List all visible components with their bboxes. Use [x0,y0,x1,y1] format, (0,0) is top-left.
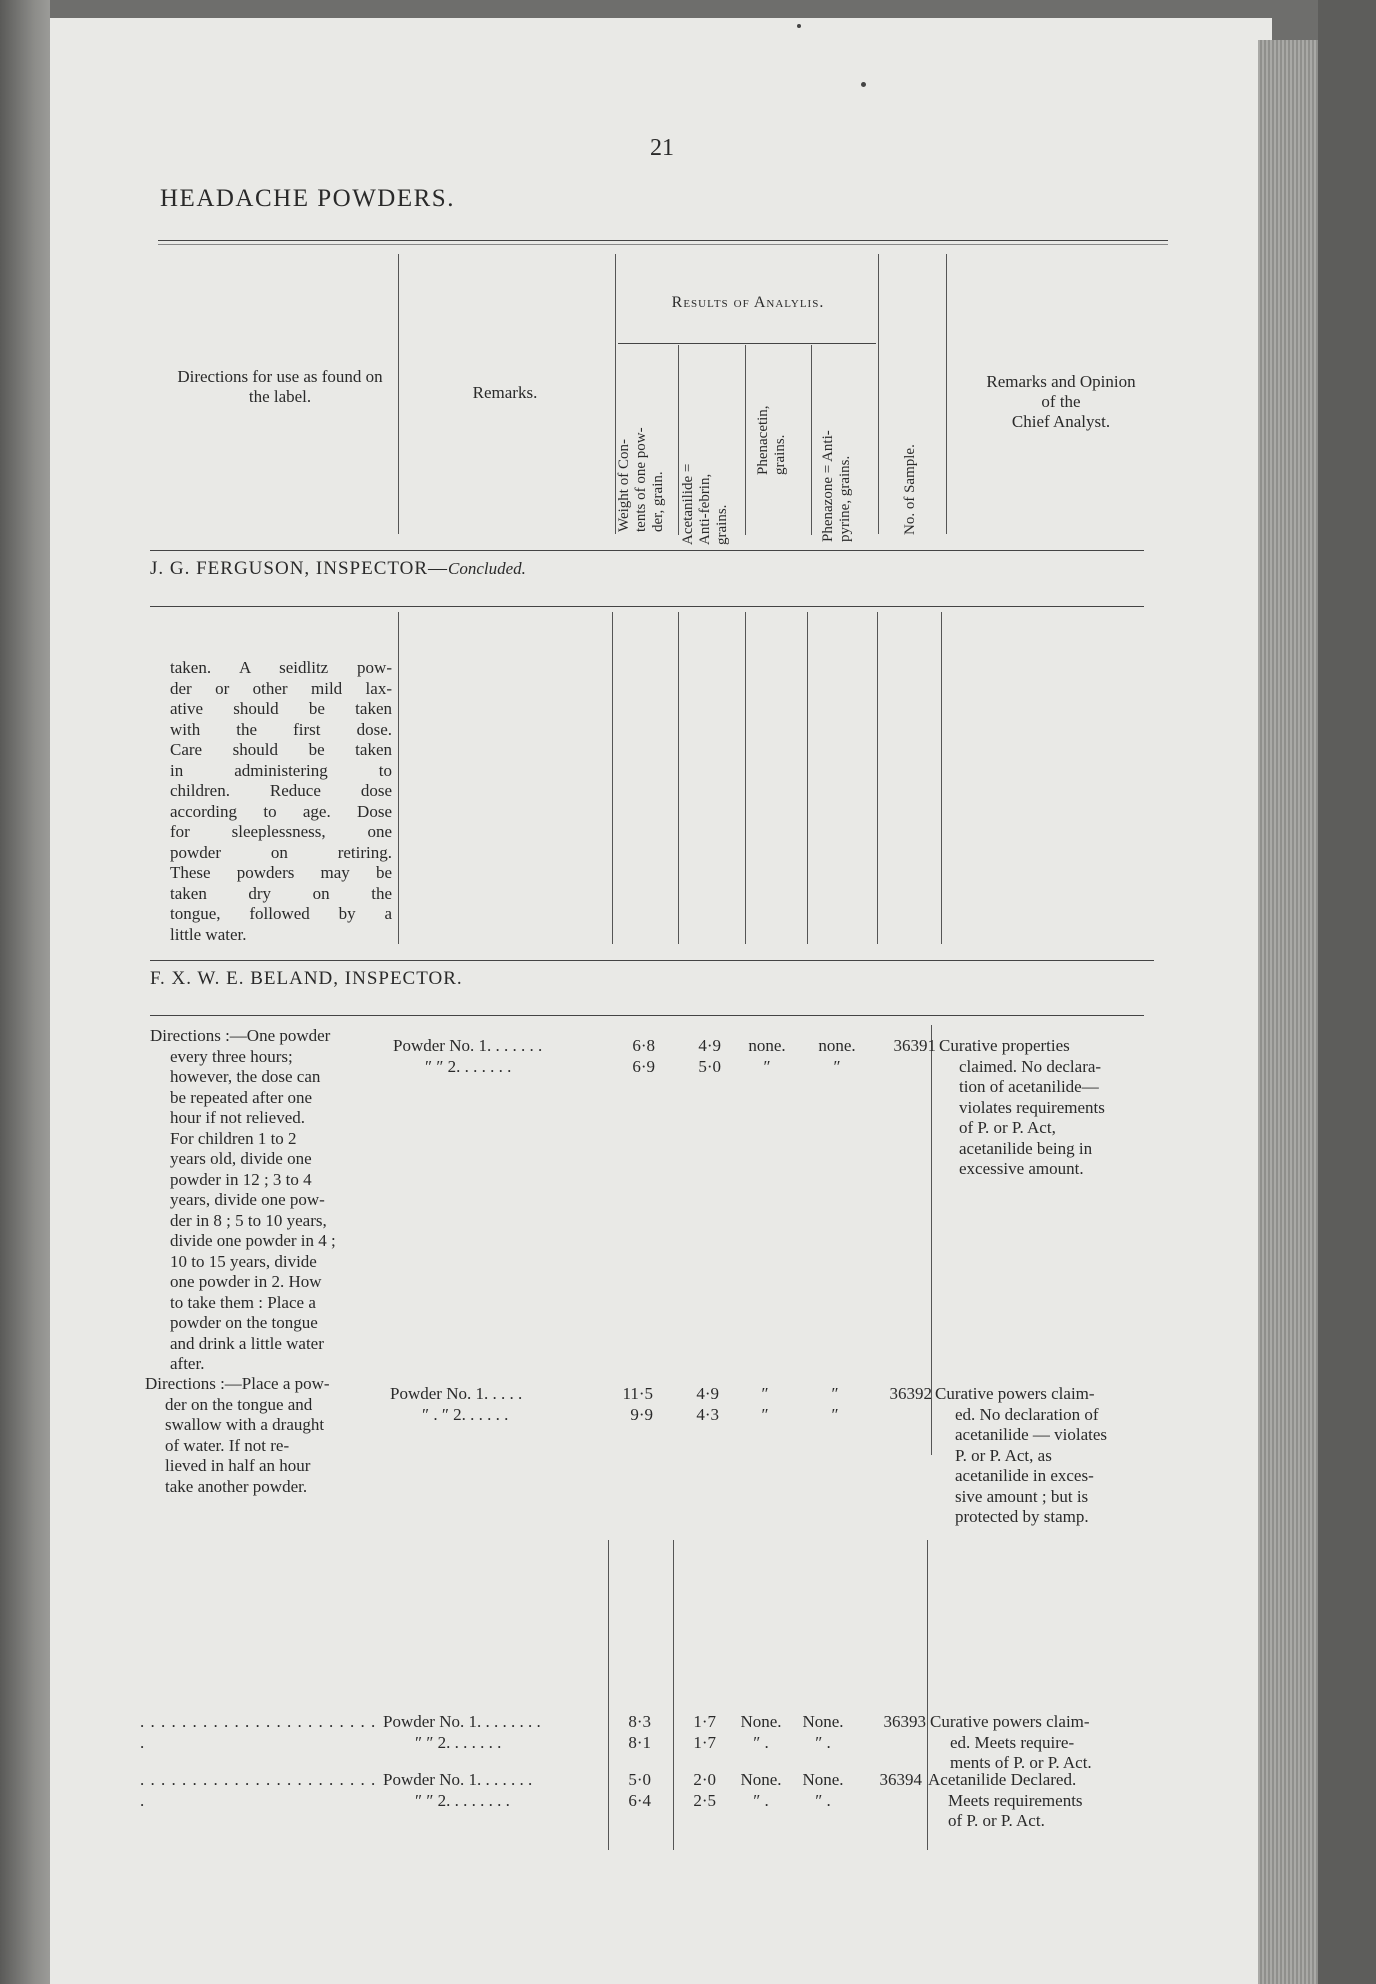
text-line: children. Reduce dose [170,781,392,800]
header-phenazone-line: Phenazone = Anti- [820,430,836,542]
text-line: taken dry on the [170,883,392,903]
value: 4·9 [696,1384,719,1403]
section-rule [150,1015,1144,1016]
header-remarks: Remarks. [472,383,538,402]
row-36393-remarks [383,1712,598,1753]
text-line: be repeated after one [170,1087,313,1107]
header-opinion-line: Remarks and Opinion [986,372,1136,391]
section-rule [150,606,1144,607]
section-ferguson-suffix: Concluded. [448,559,526,578]
text-line: acetanilide being in [959,1138,1093,1158]
row-36391-remarks [393,1036,603,1077]
text-line: for sleeplessness, one [170,822,392,841]
row-36392-weight [598,1384,653,1425]
header-weight-line: tents of one pow- [633,427,649,532]
row-36391-sample-no: 36391 [893,1036,936,1055]
text-line: der or other mild lax- [170,678,392,698]
value: 2·0 [693,1770,716,1789]
section-beland-name: F. X. W. E. BELAND, INSPECTOR. [150,968,463,989]
text-line: acetanilide — violates [955,1425,1107,1444]
value: 4·3 [696,1404,719,1424]
section-beland-heading [150,968,463,990]
text-line: claimed. No declara- [959,1056,1102,1076]
text-line: Care should be taken [170,740,392,759]
text-line: sive amount ; but is [955,1486,1089,1506]
value: 11·5 [622,1384,653,1403]
text-line: protected by stamp. [955,1507,1089,1526]
text-line: Curative powers claim- [935,1384,1095,1403]
text-line: every three hours; [170,1046,293,1066]
header-phenacetin-line: grains. [772,434,788,475]
text-line: swallow with a draught [165,1415,325,1434]
results-underline [618,343,876,344]
header-phenazone-line: pyrine, grains. [837,455,853,542]
col-divider [745,612,746,944]
text-line: ″ ″ 2. . . . . . . . [415,1790,510,1810]
value: 6·8 [632,1036,655,1055]
header-directions: Directions for use as found on the label. [177,367,383,406]
row-36391-directions [150,1026,386,1375]
table-top-rule-double [158,244,1168,245]
value: None. [802,1712,844,1731]
value: ″ [831,1384,839,1403]
ink-speck [861,82,866,87]
header-opinion [946,372,1176,432]
value: ″ [833,1056,841,1076]
value: 4·9 [698,1036,721,1055]
row-36392-phenacetin [730,1384,800,1425]
col-divider [807,612,808,944]
text-line: little water. [170,924,247,944]
row-36394-remarks [383,1770,598,1811]
text-line: Directions :—Place a pow- [145,1374,330,1393]
text-line: and drink a little water [170,1333,324,1353]
row-36393-opinion [930,1712,1152,1774]
text-line: tion of acetanilide— [959,1077,1099,1096]
value: ″ [763,1056,771,1076]
value: 9·9 [630,1404,653,1424]
text-line: however, the dose can [170,1067,321,1086]
value: ″ . [753,1732,769,1752]
col-divider [877,612,878,944]
header-phenacetin [755,405,789,475]
text-line: years, divide one pow- [170,1190,325,1209]
text-line: Directions :—One powder [150,1026,331,1045]
ink-speck [797,24,801,28]
text-line: ″ . ″ 2. . . . . . [422,1404,509,1424]
section-ferguson-heading [150,558,526,580]
text-line: one powder in 2. How [170,1272,322,1291]
text-line: Powder No. 1. . . . . . . [383,1770,533,1789]
text-line: powder on the tongue [170,1313,318,1332]
value: ″ [761,1404,769,1424]
book-binding-left [0,0,50,1984]
text-line: of water. If not re- [165,1435,290,1455]
row-36394-weight [596,1770,651,1811]
text-line: excessive amount. [959,1159,1084,1178]
row-36392-phenazone [800,1384,870,1425]
table-top-rule [158,240,1168,241]
header-weight [616,427,667,532]
text-line: take another powder. [165,1476,308,1496]
page-title: HEADACHE POWDERS. [160,185,455,212]
header-divider [745,345,746,535]
text-line: in administering to [170,760,392,780]
value: 8·1 [628,1732,651,1752]
row-36392-directions [145,1374,385,1497]
value: ″ [761,1384,769,1403]
row-36392-sample-no: 36392 [889,1384,932,1403]
col-divider [398,612,399,944]
value: 2·5 [693,1790,716,1810]
header-divider [811,345,812,535]
value: ″ . [815,1732,831,1752]
header-divider [678,345,679,535]
text-line: powder in 12 ; 3 to 4 [170,1169,312,1189]
text-line: powder on retiring. [170,842,392,862]
value: None. [740,1712,782,1731]
text-line: with the first dose. [170,719,392,739]
text-line: der on the tongue and [165,1394,313,1414]
text-line: Acetanilide Declared. [928,1770,1077,1789]
text-line: taken. A seidlitz pow- [170,658,392,677]
value: None. [802,1770,844,1789]
row-36392-opinion [935,1384,1157,1528]
text-line: Meets requirements [948,1790,1083,1810]
row-36391-weight [600,1036,655,1077]
text-line: to take them : Place a [170,1292,316,1312]
text-line: divide one powder in 4 ; [170,1231,336,1250]
row-36393-phenazone [790,1712,856,1753]
text-line: der in 8 ; 5 to 10 years, [170,1210,327,1230]
header-sample-no [902,444,919,535]
header-phenazone [820,430,854,542]
text-line: P. or P. Act, as [955,1445,1052,1465]
text-line: Powder No. 1. . . . . [390,1384,523,1403]
text-line: Curative powers claim- [930,1712,1090,1731]
value: ″ [831,1404,839,1424]
row-36394-phenazone [790,1770,856,1811]
header-acetanilide-line: Acetanilide = [680,463,696,545]
row-36393-directions-leader: . . . . . . . . . . . . . . . . . . . . . . . . [140,1712,377,1752]
row-36392-acetanilide [663,1384,719,1425]
value: 1·7 [693,1732,716,1752]
text-line: Powder No. 1. . . . . . . . [383,1712,541,1731]
header-results-of-analysis: Results of Analylis. [671,294,825,311]
header-bottom-rule [150,550,1144,551]
header-acetanilide [680,464,731,545]
header-acetanilide-line: Anti-febrin, [697,473,713,545]
value: 6·9 [632,1056,655,1076]
text-line: after. [170,1354,205,1373]
text-line: Curative properties [939,1036,1070,1055]
header-opinion-line: Chief Analyst. [1011,412,1111,431]
text-line: years old, divide one [170,1149,312,1168]
book-cover-right [1318,0,1376,1984]
value: 5·0 [628,1770,651,1789]
row-36394-sample-no: 36394 [879,1770,922,1789]
text-line: 10 to 15 years, divide [170,1251,317,1271]
row-36393-phenacetin [728,1712,794,1753]
row-36394-opinion [928,1770,1150,1832]
value: 8·3 [628,1712,651,1731]
text-line: ments of P. or P. Act. [950,1753,1092,1772]
text-line: of P. or P. Act, [959,1118,1056,1137]
row-36394-directions-leader: . . . . . . . . . . . . . . . . . . . . . . . . [140,1770,377,1810]
row-36391-acetanilide [665,1036,721,1077]
header-divider [878,254,879,534]
text-line: For children 1 to 2 [170,1128,297,1148]
text-line: violates requirements [959,1097,1105,1117]
header-divider [398,254,399,534]
text-line: of P. or P. Act. [948,1811,1045,1830]
text-line: ″ ″ 2. . . . . . . [415,1732,502,1752]
section-ferguson-name: J. G. FERGUSON, INSPECTOR— [150,558,449,579]
value: none. [748,1036,786,1055]
text-line: ed. Meets require- [950,1732,1075,1752]
page-edges [1258,40,1318,1984]
header-weight-line: der, grain. [650,471,666,532]
text-line: ″ ″ 2. . . . . . . [425,1056,512,1076]
header-opinion-line: of the [1041,392,1081,411]
text-line: ative should be taken [170,699,392,718]
col-divider [678,612,679,944]
value: 1·7 [693,1712,716,1731]
header-acetanilide-line: grains. [714,504,730,545]
value: 5·0 [698,1056,721,1076]
value: None. [740,1770,782,1789]
text-line: Powder No. 1. . . . . . . [393,1036,543,1055]
row-36392-remarks [390,1384,600,1425]
text-line: hour if not relieved. [170,1108,306,1127]
header-sample-no-line: No. of Sample. [902,444,918,535]
page-number: 21 [650,135,674,161]
value: ″ . [753,1790,769,1810]
text-line: lieved in half an hour [165,1456,311,1475]
ferguson-directions [170,658,392,945]
row-36391-opinion [939,1036,1161,1180]
row-36391-phenacetin [732,1036,802,1077]
col-divider [941,612,942,944]
section-rule [150,960,1154,961]
text-line: tongue, followed by a [170,904,392,923]
header-phenacetin-line: Phenacetin, [755,405,771,475]
text-line: These powders may be [170,863,392,882]
value: 6·4 [628,1790,651,1810]
row-36391-phenazone [802,1036,872,1077]
row-36393-acetanilide [660,1712,716,1753]
text-line: according to age. Dose [170,801,392,821]
col-divider [612,612,613,944]
value: none. [818,1036,856,1055]
row-36394-acetanilide [660,1770,716,1811]
text-line: ed. No declaration of [955,1404,1099,1424]
header-weight-line: Weight of Con- [616,439,632,532]
row-36393-sample-no: 36393 [883,1712,926,1731]
value: ″ . [815,1790,831,1810]
row-36393-weight [596,1712,651,1753]
row-36394-phenacetin [728,1770,794,1811]
text-line: acetanilide in exces- [955,1466,1094,1485]
